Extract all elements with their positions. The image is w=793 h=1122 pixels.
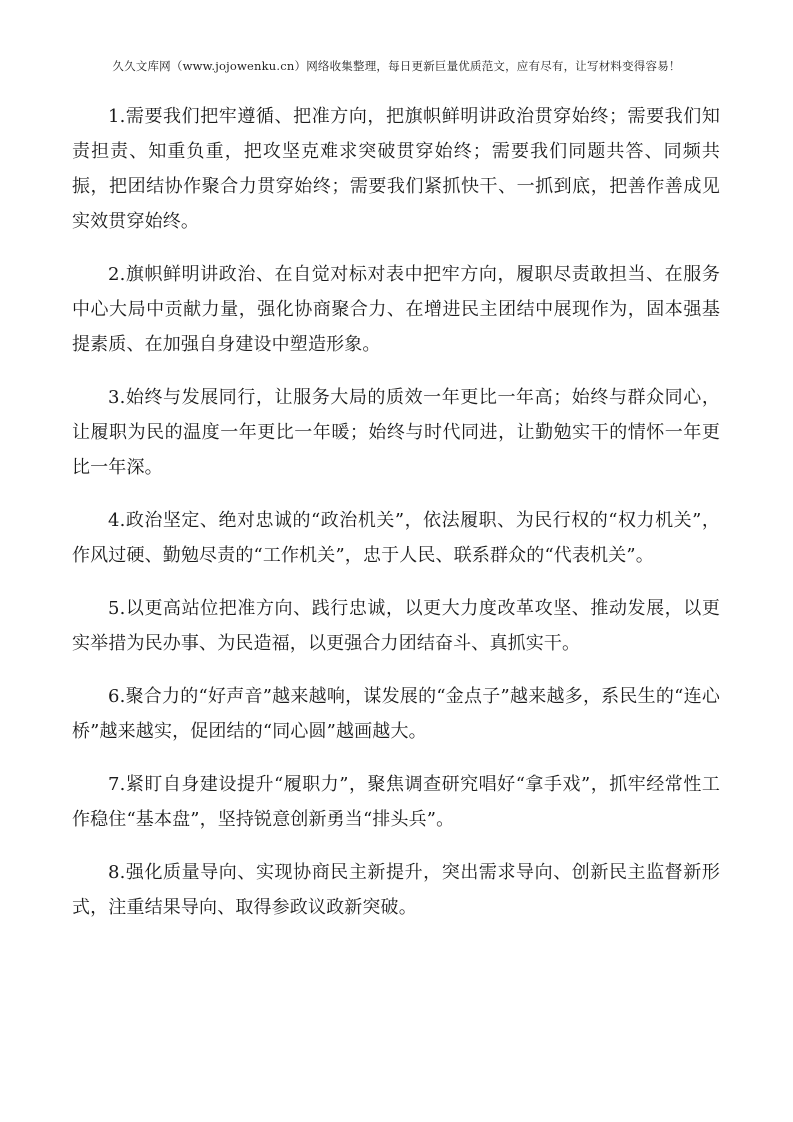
paragraph-4: 4.政治坚定、绝对忠诚的“政治机关”，依法履职、为民行权的“权力机关”，作风过硬、勤勉尽责的“工作机关”，忠于人民、联系群众的“代表机关”。 — [72, 510, 720, 566]
paragraph-5: 5.以更高站位把准方向、践行忠诚，以更大力度改革攻坚、推动发展，以更实举措为民办事、为民造福，以更强合力团结奋斗、真抓实干。 — [72, 598, 720, 654]
paragraph-2: 2.旗帜鲜明讲政治、在自觉对标对表中把牢方向，履职尽责敢担当、在服务中心大局中贡献力量，强化协商聚合力、在增进民主团结中展现作为，固本强基提素质、在加强自身建设中塑造形象。 — [72, 264, 720, 355]
paragraph-7: 7.紧盯自身建设提升“履职力”，聚焦调查研究唱好“拿手戏”，抓牢经常性工作稳住“基本盘”，坚持锐意创新勇当“排头兵”。 — [72, 774, 720, 830]
paragraph-1: 1.需要我们把牢遵循、把准方向，把旗帜鲜明讲政治贯穿始终；需要我们知责担责、知重负重，把攻坚克难求突破贯穿始终；需要我们同题共答、同频共振，把团结协作聚合力贯穿始终；需要我们紧抓快干、一抓到底，把善作善成见实效贯穿始终。 — [72, 106, 720, 232]
document-body — [72, 99, 720, 943]
paragraph-8: 8.强化质量导向、实现协商民主新提升，突出需求导向、创新民主监督新形式，注重结果导向、取得参政议政新突破。 — [72, 862, 720, 918]
paragraph-3: 3.始终与发展同行，让服务大局的质效一年更比一年高；始终与群众同心，让履职为民的温度一年更比一年暖；始终与时代同进，让勤勉实干的情怀一年更比一年深。 — [72, 387, 720, 478]
paragraph-6: 6.聚合力的“好声音”越来越响，谋发展的“金点子”越来越多，系民生的“连心桥”越来越实，促团结的“同心圆”越画越大。 — [72, 686, 720, 742]
page-header: 久久文库网（www.jojowenku.cn）网络收集整理，每日更新巨量优质范文，应有尽有，让写材料变得容易！ — [112, 59, 681, 73]
